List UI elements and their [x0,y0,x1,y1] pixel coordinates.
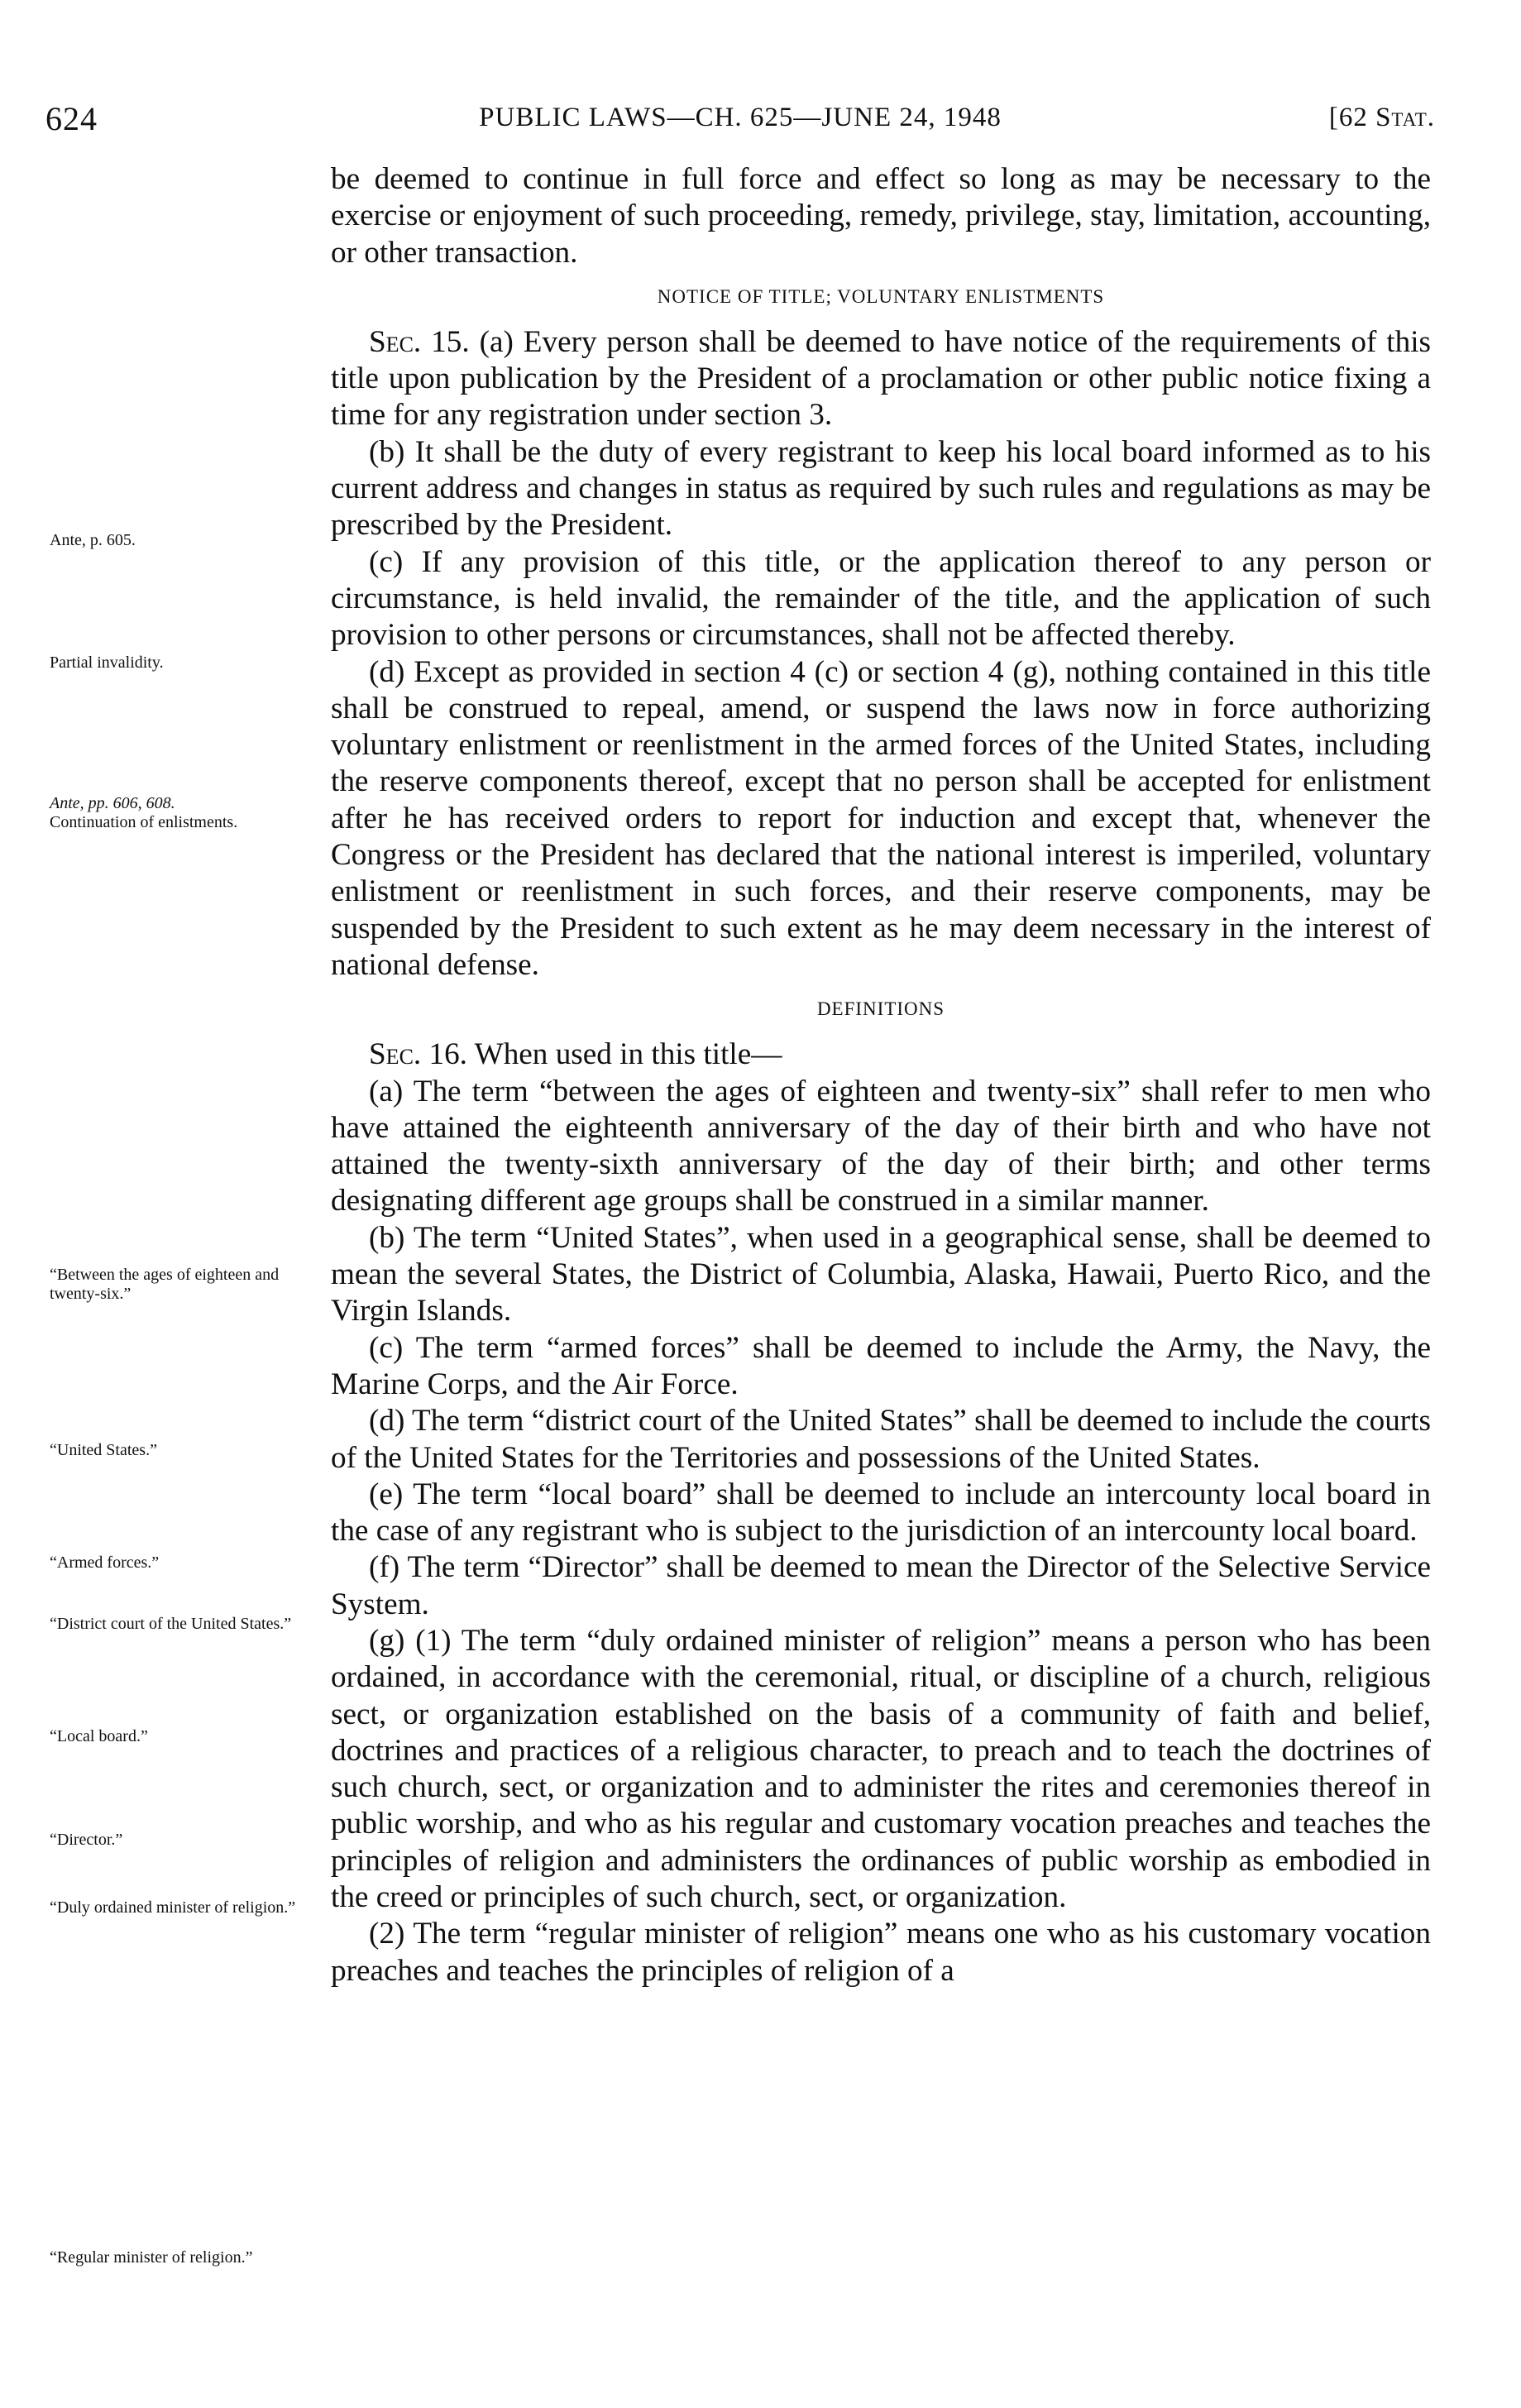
margin-note-regular-minister: “Regular minister of religion.” [50,2248,253,2267]
sec16-b: (b) The term “United States”, when used in a geographical sense, shall be deemed to mean the several States, the District of Columbia, Alaska, Hawaii, Puerto Rico, and the Virgin Islands. [331,1220,1431,1328]
margin-note-partial-invalidity: Partial invalidity. [50,653,164,672]
sec15-a [331,324,1431,434]
margin-note-continuation [50,794,314,832]
margin-note-continuation-text: Continuation of enlistments. [50,813,238,831]
heading-definitions: DEFINITIONS [816,998,945,1020]
sec15-c: (c) If any provision of this title, or the application thereof to any person or circumstance, is held invalid, the remainder of the title, and the application of such provision to other persons or circumstances, shall not be affected thereby. [331,544,1431,653]
main-text [331,161,1431,1989]
running-title: PUBLIC LAWS—CH. 625—JUNE 24, 1948 [479,103,1002,132]
page-number: 624 [45,100,98,137]
margin-note-ante-606-608: Ante, pp. 606, 608. [50,794,175,812]
sec15-a-text: (a) Every person shall be deemed to have notice of the requirements of this title upon publication by the President of a proclamation or other public notice fixing a time for any registration under section 3. [331,324,1432,433]
continuation-paragraph: be deemed to continue in full force and effect so long as may be necessary to the exercise or enjoyment of such proceeding, remedy, privilege, stay, limitation, accounting, or other transaction. [331,162,1431,270]
margin-note-local-board: “Local board.” [50,1727,148,1745]
sec16-g1: (g) (1) The term “duly ordained minister of religion” means a person who has been ordained, in accordance with the ceremonial, ritual, or discipline of a church, religious sect, or organization established on the basis of a community of faith and belief, doctrines and practices of a religious character, to preach and to teach the doctrines of such church, sect, or organization and to administer the rites and ceremonies thereof in public worship, and who as his regular and customary vocation preaches and teaches the principles of religion and administers the ordinances of public worship as embodied in the creed or principles of such church, sect, or organization. [331,1623,1431,1915]
margin-note-united-states: “United States.” [50,1441,157,1459]
margin-note-armed-forces: “Armed forces.” [50,1553,160,1572]
margin-note-director: “Director.” [50,1831,123,1849]
page-header [45,99,1435,141]
margin-note-duly-ordained: “Duly ordained minister of religion.” [50,1898,296,1917]
sec15-b: (b) It shall be the duty of every registrant to keep his local board informed as to his current address and changes in status as required by such rules and regulations as may be prescribed by the President. [331,434,1431,543]
sec15-label: Sec. 15. [369,324,470,359]
sec16-label: Sec. 16. [369,1037,467,1072]
heading-notice-of-title: NOTICE OF TITLE; VOLUNTARY ENLISTMENTS [657,285,1105,307]
sec16-c: (c) The term “armed forces” shall be deemed to include the Army, the Navy, the Marine Corps, and the Air Force. [331,1330,1431,1401]
margin-note-district-court: “District court of the United States.” [50,1615,292,1633]
sec16-intro-text: When used in this title— [474,1037,782,1072]
sec15-d: (d) Except as provided in section 4 (c) or section 4 (g), nothing contained in this title shall be construed to repeal, amend, or suspend the laws now in force authorizing voluntary enlistment or reenlistment in the armed forces of the United States, including the reserve components thereof, except that no person shall be accepted for enlistment after he has received orders to report for induction and except that, whenever the Congress or the President has declared that the national interest is imperiled, voluntary enlistment or reenlistment in such forces, and their reserve components, may be suspended by the President to such extent as he may deem necessary in the interest of national defense. [331,654,1431,982]
sec16-d: (d) The term “district court of the United States” shall be deemed to include the courts of the United States for the Territories and possessions of the United States. [331,1404,1431,1475]
sec16-f: (f) The term “Director” shall be deemed to mean the Director of the Selective Service System. [331,1550,1431,1621]
sec16-intro [331,1036,1431,1073]
sec16-e: (e) The term “local board” shall be deemed to include an intercounty local board in the case of any registrant who is subject to the jurisdiction of an intercounty local board. [331,1477,1431,1549]
statute-volume: [62 Stat. [1328,103,1435,132]
sec16-a: (a) The term “between the ages of eighteen and twenty-six” shall refer to men who have attained the eighteenth anniversary of the day of their birth and who have not attained the twenty-sixth anniversary of the day of their birth; and other terms designating different age groups shall be construed in a similar manner. [331,1074,1431,1218]
sec16-g2: (2) The term “regular minister of religion” means one who as his customary vocation preaches and teaches the principles of religion of a [331,1917,1431,1988]
margin-note-ante-605: Ante, p. 605. [50,531,136,549]
margin-note-between-ages: “Between the ages of eighteen and twenty-six.” [50,1266,280,1303]
